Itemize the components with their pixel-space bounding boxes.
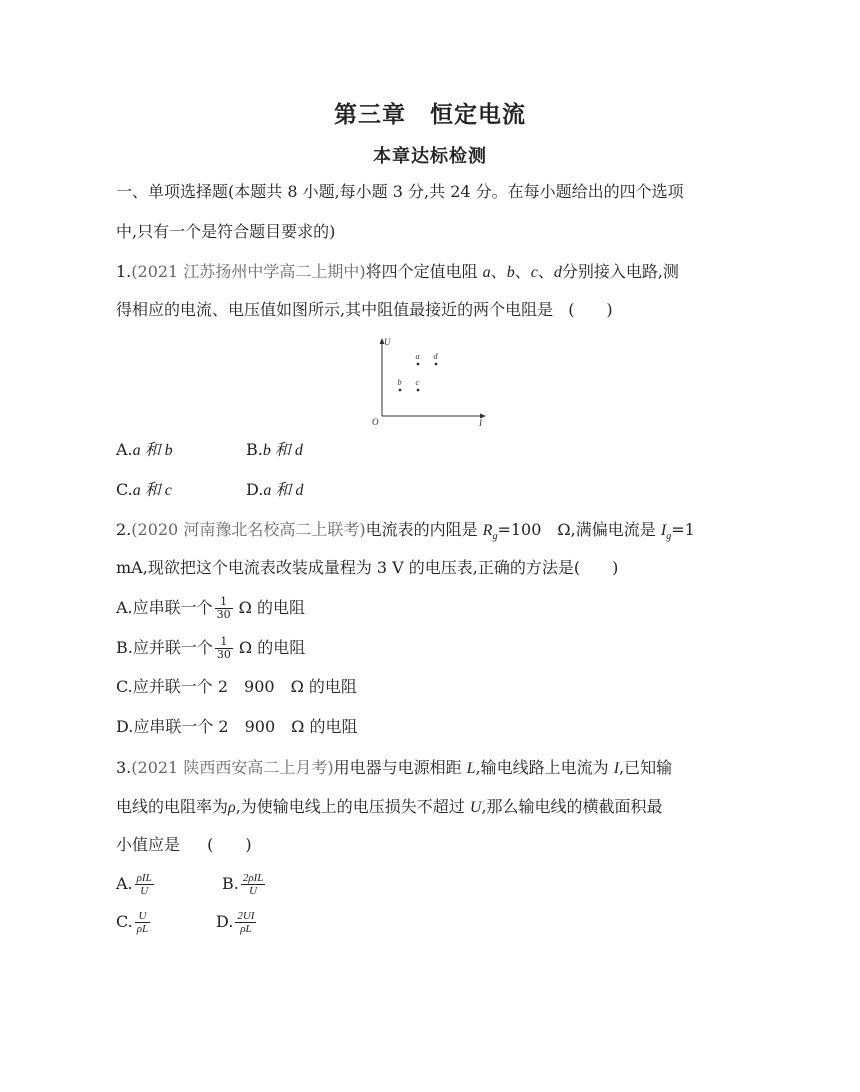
section-title: 本章达标检测 xyxy=(373,146,487,167)
q2-option-a-prefix: A.应串联一个 xyxy=(116,598,213,617)
q1-option-c-text: a 和 c xyxy=(132,482,172,499)
q1-line2-text: 得相应的电流、电压值如图所示,其中阻值最接近的两个电阻是 xyxy=(116,300,554,319)
q2-line1 xyxy=(116,519,695,548)
q2-option-d[interactable]: D.应串联一个 2 900 Ω 的电阻 xyxy=(116,717,358,736)
q3-option-a-prefix: A. xyxy=(116,874,133,893)
q3-option-c-denominator: ρL xyxy=(136,923,149,935)
q3-var-rho: ρ xyxy=(228,799,236,816)
q3-option-b-prefix: B. xyxy=(222,874,239,893)
q1-point-label-a: a xyxy=(415,352,420,361)
q2-option-b[interactable] xyxy=(116,636,305,661)
q3-line2-a: 电线的电阻率为 xyxy=(116,797,229,816)
q1-point-d xyxy=(435,363,438,366)
q1-point-label-c: c xyxy=(415,378,420,387)
q1-point-label-b: b xyxy=(397,378,402,387)
q3-number: 3. xyxy=(116,758,132,777)
q1-option-c-prefix: C. xyxy=(116,480,133,499)
q2-ig-value: =1 xyxy=(671,520,695,539)
q1-answer-paren: ( ) xyxy=(568,300,613,319)
q3-line3-text: 小值应是 xyxy=(116,835,181,854)
q2-option-b-numerator: 1 xyxy=(215,636,233,649)
q1-option-d[interactable] xyxy=(246,479,303,502)
q2-option-a-suffix: Ω 的电阻 xyxy=(238,598,306,617)
q1-sep1: 、 xyxy=(490,262,507,281)
q2-option-c[interactable]: C.应并联一个 2 900 Ω 的电阻 xyxy=(116,677,357,696)
y-axis-label: U xyxy=(384,337,391,347)
q2-number: 2. xyxy=(116,520,132,539)
q1-line1 xyxy=(116,261,679,284)
q2-line2-text: mA,现欲把这个电流表改装成量程为 3 V 的电压表,正确的方法是 xyxy=(116,558,574,577)
q1-point-a xyxy=(417,363,420,366)
q2-line2 xyxy=(116,557,618,579)
q3-option-c-numerator: U xyxy=(135,910,150,923)
q3-line2-c: ,那么输电线的横截面积最 xyxy=(481,797,663,816)
part1-intro-line1: 一、单项选择题(本题共 8 小题,每小题 3 分,共 24 分。在每小题给出的四个选项 xyxy=(116,182,684,201)
q3-var-l: L xyxy=(466,760,476,777)
q3-option-a-fraction xyxy=(135,872,154,897)
q2-option-a-denominator: 30 xyxy=(216,608,231,621)
q3-option-b-denominator: U xyxy=(249,885,258,897)
q1-var-d: d xyxy=(553,264,562,281)
q1-option-a[interactable] xyxy=(116,439,173,462)
x-axis-label: I xyxy=(479,418,482,428)
q3-stem-b: ,输电线路上电流为 xyxy=(475,758,609,777)
q1-option-b-prefix: B. xyxy=(246,440,263,459)
q1-number: 1. xyxy=(116,262,132,281)
q1-option-b-text: b 和 d xyxy=(262,442,303,459)
q3-option-a[interactable] xyxy=(116,872,156,897)
q3-option-a-denominator: U xyxy=(140,885,149,897)
q3-line1 xyxy=(116,757,672,780)
q1-sep2: 、 xyxy=(514,262,531,281)
q2-rg-symbol: R xyxy=(482,522,493,539)
q2-answer-paren: ( ) xyxy=(573,558,619,577)
q1-option-b[interactable] xyxy=(246,439,303,462)
q3-stem-c: ,已知输 xyxy=(619,758,673,777)
q2-option-b-prefix: B.应并联一个 xyxy=(116,638,213,657)
q3-option-c[interactable] xyxy=(116,910,152,935)
q3-option-d-numerator: 2UI xyxy=(237,910,255,922)
q1-var-c: c xyxy=(530,264,538,281)
q3-source: (2021 陕西西安高二上月考) xyxy=(131,758,334,777)
q3-option-c-fraction xyxy=(135,910,150,935)
q1-option-a-text: a 和 b xyxy=(132,442,173,459)
q1-sep3: 、 xyxy=(537,262,554,281)
q2-rg-value: =100 Ω,满偏电流是 xyxy=(497,520,656,539)
q2-option-a-fraction xyxy=(215,596,233,621)
q2-ig-symbol: I xyxy=(660,522,667,539)
q3-line2 xyxy=(116,796,663,819)
q1-line2 xyxy=(116,299,613,321)
q1-stem-b: 分别接入电路,测 xyxy=(561,262,679,281)
q1-var-a: a xyxy=(482,264,491,281)
q2-ig-subscript: g xyxy=(666,531,672,543)
q3-line3 xyxy=(116,834,252,856)
q1-option-d-text: a 和 d xyxy=(263,482,304,499)
q2-option-b-fraction xyxy=(215,636,233,661)
q3-option-d-prefix: D. xyxy=(216,912,234,931)
q2-option-b-suffix: Ω 的电阻 xyxy=(238,638,306,657)
q2-option-a[interactable] xyxy=(116,596,305,621)
q2-option-a-numerator: 1 xyxy=(215,596,233,609)
q2-option-b-denominator: 30 xyxy=(216,648,231,661)
q1-option-a-prefix: A. xyxy=(116,440,133,459)
q3-option-c-prefix: C. xyxy=(116,912,133,931)
q3-var-i: I xyxy=(613,760,620,777)
origin-label: O xyxy=(372,417,379,427)
q3-stem-a: 用电器与电源相距 xyxy=(333,758,462,777)
q1-var-b: b xyxy=(506,264,515,281)
q3-option-b-numerator: 2ρIL xyxy=(242,872,264,884)
q1-option-d-prefix: D. xyxy=(246,480,264,499)
q3-option-d-fraction xyxy=(235,910,256,935)
q1-stem-a: 将四个定值电阻 xyxy=(365,262,478,281)
q1-point-b xyxy=(399,389,402,392)
q2-source: (2020 河南豫北名校高二上联考) xyxy=(131,520,366,539)
q2-rg-subscript: g xyxy=(492,531,498,543)
q3-option-d-denominator: ρL xyxy=(240,923,252,935)
q1-source: (2021 江苏扬州中学高二上期中) xyxy=(131,262,366,281)
chapter-title: 第三章 恒定电流 xyxy=(334,102,526,128)
q3-line2-b: ,为使输电线上的电压损失不超过 xyxy=(235,797,465,816)
q3-option-b-fraction xyxy=(241,872,266,897)
q1-point-label-d: d xyxy=(433,352,438,361)
q3-option-b[interactable] xyxy=(222,872,267,897)
q2-stem-a: 电流表的内阻是 xyxy=(365,520,478,539)
q3-option-a-numerator: ρIL xyxy=(136,872,152,884)
q1-ui-graph xyxy=(360,330,500,430)
q1-points xyxy=(398,352,439,391)
q3-var-u: U xyxy=(469,799,482,816)
q3-answer-paren: ( ) xyxy=(207,835,252,854)
part1-intro-line2: 中,只有一个是符合题目要求的) xyxy=(116,222,336,241)
q1-option-c[interactable] xyxy=(116,479,172,502)
q1-point-c xyxy=(417,389,420,392)
q3-option-d[interactable] xyxy=(216,910,258,935)
